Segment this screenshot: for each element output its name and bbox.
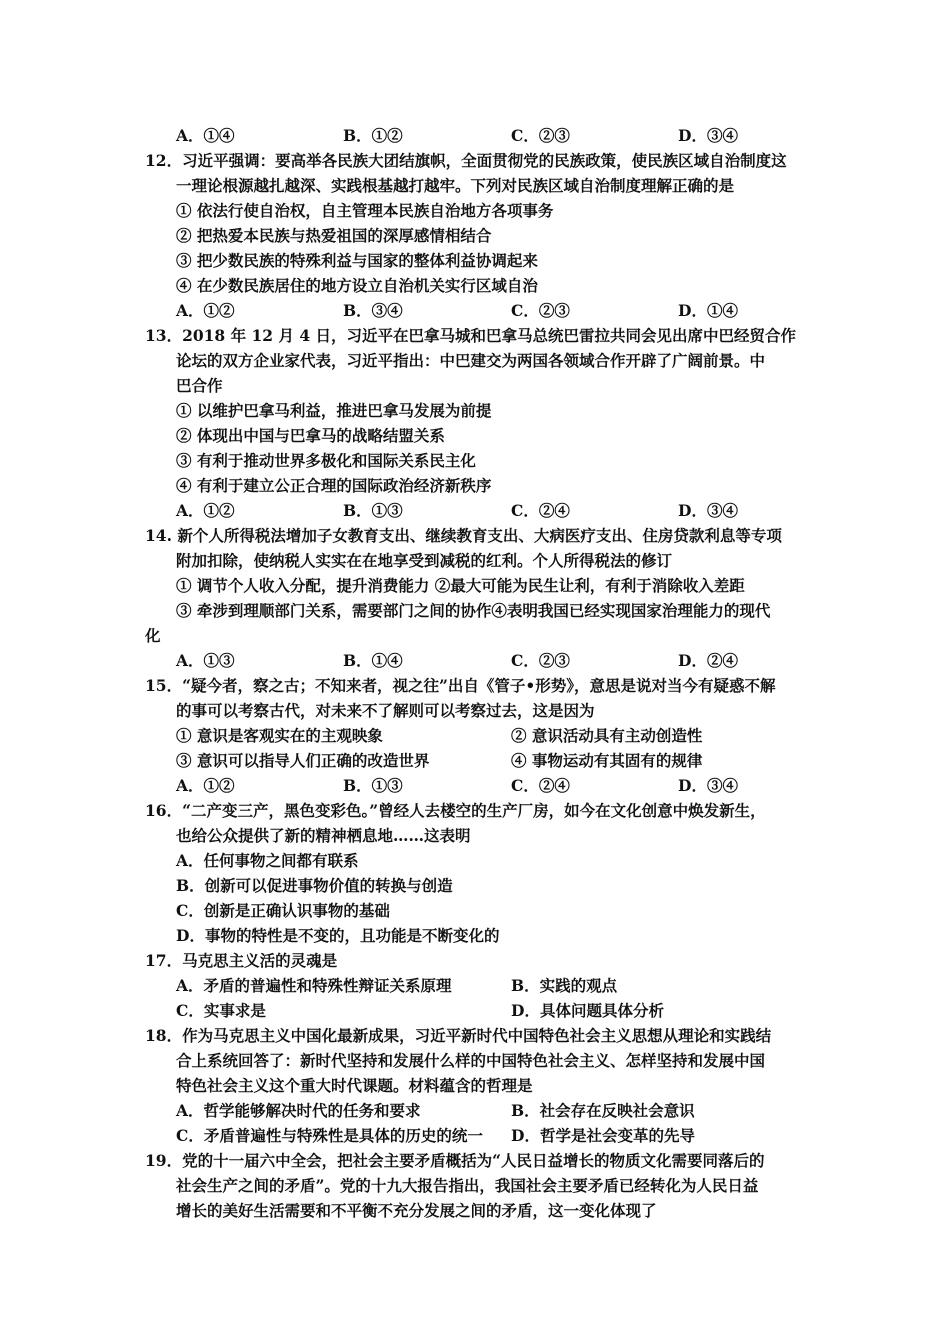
q16-option-c: C．创新是正确认识事物的基础 — [176, 901, 390, 920]
q14-item-line-2: ③ 牵涉到理顺部门关系，需要部门之间的协作④表明我国已经实现国家治理能力的现代 — [176, 601, 771, 620]
q16-option-d: D．事物的特性是不变的，且功能是不断变化的 — [176, 926, 500, 945]
q17-option-c: C．实事求是 — [176, 1001, 266, 1020]
q12-stem-line-1: 12．习近平强调：要高举各民族大团结旗帜，全面贯彻党的民族政策，使民族区域自治制度这 — [145, 151, 787, 170]
q16-stem-line-2: 也给公众提供了新的精神栖息地……这表明 — [176, 826, 471, 845]
q13-item-1: ① 以维护巴拿马利益，推进巴拿马发展为前提 — [176, 401, 492, 420]
q13-item-2: ② 体现出中国与巴拿马的战略结盟关系 — [176, 426, 445, 445]
q14-option-a: A．①③ — [176, 651, 235, 670]
q12-item-4: ④ 在少数民族居住的地方设立自治机关实行区域自治 — [176, 276, 538, 295]
q18-option-b: B．社会存在反映社会意识 — [511, 1101, 695, 1120]
q14-item-line-1: ① 调节个人收入分配，提升消费能力 ②最大可能为民生让利，有利于消除收入差距 — [176, 576, 745, 595]
q15-option-d: D．③④ — [678, 776, 738, 795]
q19-stem-line-2: 社会生产之间的矛盾”。党的十九大报告指出，我国社会主要矛盾已经转化为人民日益 — [176, 1176, 759, 1195]
q12-option-a: A．①② — [176, 301, 235, 320]
q15-stem-line-1: 15．“疑今者，察之古；不知来者，视之往”出自《管子•形势》，意思是说对当今有疑惑不解 — [145, 676, 776, 695]
q11-option-d: D．③④ — [678, 126, 738, 145]
q18-option-a: A．哲学能够解决时代的任务和要求 — [176, 1101, 421, 1120]
q15-option-c: C．②④ — [511, 776, 570, 795]
q17-stem-line-1: 17．马克思主义活的灵魂是 — [145, 951, 338, 970]
q17-option-a: A．矛盾的普遍性和特殊性辩证关系原理 — [176, 976, 452, 995]
q15-item-2: ② 意识活动具有主动创造性 — [511, 726, 703, 745]
q19-stem-line-1: 19．党的十一届六中全会，把社会主要矛盾概括为“人民日益增长的物质文化需要同落后的 — [145, 1151, 765, 1170]
q11-option-a: A．①④ — [176, 126, 235, 145]
q18-option-d: D．哲学是社会变革的先导 — [511, 1126, 695, 1145]
q13-option-c: C．②④ — [511, 501, 570, 520]
q12-item-2: ② 把热爱本民族与热爱祖国的深厚感情相结合 — [176, 226, 492, 245]
q13-stem-line-2: 论坛的双方企业家代表，习近平指出：中巴建交为两国各领域合作开辟了广阔前景。中 — [176, 351, 766, 370]
q17-option-d: D．具体问题具体分析 — [511, 1001, 664, 1020]
q16-option-a: A．任何事物之间都有联系 — [176, 851, 359, 870]
q11-option-c: C．②③ — [511, 126, 570, 145]
q17-option-b: B．实践的观点 — [511, 976, 618, 995]
q15-item-1: ① 意识是客观实在的主观映象 — [176, 726, 383, 745]
q14-stem-line-2: 附加扣除，使纳税人实实在在地享受到减税的红利。个人所得税法的修订 — [176, 551, 673, 570]
q13-stem-line-1: 13．2018 年 12 月 4 日，习近平在巴拿马城和巴拿马总统巴雷拉共同会见出席中巴经贸合作 — [145, 326, 797, 345]
q13-item-4: ④ 有利于建立公正合理的国际政治经济新秩序 — [176, 476, 492, 495]
q14-option-b: B．①④ — [343, 651, 403, 670]
q12-option-c: C．②③ — [511, 301, 570, 320]
q15-stem-line-2: 的事可以考察古代，对未来不了解则可以考察过去，这是因为 — [176, 701, 595, 720]
q11-option-b: B．①② — [343, 126, 403, 145]
q14-option-c: C．②③ — [511, 651, 570, 670]
q13-stem-line-3: 巴合作 — [176, 376, 223, 395]
q12-item-3: ③ 把少数民族的特殊利益与国家的整体利益协调起来 — [176, 251, 538, 270]
q15-item-3: ③ 意识可以指导人们正确的改造世界 — [176, 751, 430, 770]
q12-option-b: B．③④ — [343, 301, 403, 320]
q15-option-a: A．①② — [176, 776, 235, 795]
q13-option-d: D．③④ — [678, 501, 738, 520]
q12-stem-line-2: 一理论根源越扎越深、实践根基越打越牢。下列对民族区域自治制度理解正确的是 — [176, 176, 735, 195]
q16-stem-line-1: 16．“二产变三产，黑色变彩色。”曾经人去楼空的生产厂房，如今在文化创意中焕发新生， — [145, 801, 766, 820]
q15-item-4: ④ 事物运动有其固有的规律 — [511, 751, 703, 770]
q18-stem-line-3: 特色社会主义这个重大时代课题。材料蕴含的哲理是 — [176, 1076, 533, 1095]
q19-stem-line-3: 增长的美好生活需要和不平衡不充分发展之间的矛盾，这一变化体现了 — [176, 1201, 657, 1220]
q16-option-b: B．创新可以促进事物价值的转换与创造 — [176, 876, 453, 895]
q12-item-1: ① 依法行使自治权，自主管理本民族自治地方各项事务 — [176, 201, 554, 220]
q13-option-a: A．①② — [176, 501, 235, 520]
q18-stem-line-1: 18．作为马克思主义中国化最新成果，习近平新时代中国特色社会主义思想从理论和实践结 — [145, 1026, 772, 1045]
q13-option-b: B．①③ — [343, 501, 403, 520]
q18-option-c: C．矛盾普遍性与特殊性是具体的历史的统一 — [176, 1126, 483, 1145]
q18-stem-line-2: 合上系统回答了：新时代坚持和发展什么样的中国特色社会主义、怎样坚持和发展中国 — [176, 1051, 766, 1070]
q13-item-3: ③ 有利于推动世界多极化和国际关系民主化 — [176, 451, 476, 470]
q14-option-d: D．②④ — [678, 651, 738, 670]
q14-stem-line-1: 14. 新个人所得税法增加子女教育支出、继续教育支出、大病医疗支出、住房贷款利息等专项 — [145, 526, 782, 545]
q12-option-d: D．①④ — [678, 301, 738, 320]
q15-option-b: B．①③ — [343, 776, 403, 795]
q14-item-line-3: 化 — [145, 626, 161, 645]
